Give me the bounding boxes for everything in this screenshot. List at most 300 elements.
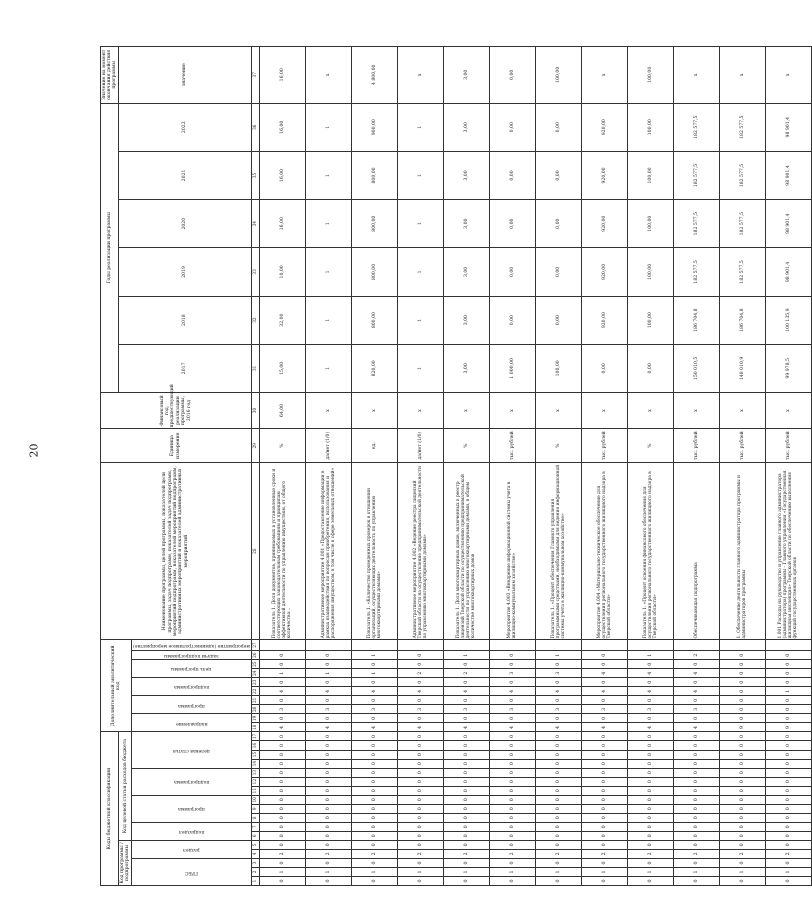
- year-value-cell: 182 577,5: [673, 151, 719, 199]
- code-cell: 0: [489, 750, 535, 759]
- code-cell: 0: [305, 858, 351, 867]
- code-cell: 0: [765, 858, 811, 867]
- code-cell: 0: [673, 795, 719, 804]
- code-cell: 1: [581, 867, 627, 876]
- code-cell: 0: [719, 831, 765, 840]
- code-cell: 0: [765, 759, 811, 768]
- code-cell: 0: [443, 831, 489, 840]
- year-value-cell: 920,00: [581, 200, 627, 248]
- column-number: 20: [252, 706, 258, 713]
- year-value-cell: 0,00: [535, 248, 581, 296]
- code-cell: 0: [765, 804, 811, 813]
- final-sub-header: значение: [119, 47, 251, 104]
- code-cell: 0: [765, 813, 811, 822]
- rotated-table-wrapper: [100, 46, 799, 886]
- code-cell: 2: [397, 669, 443, 678]
- code-cell: 0: [765, 732, 811, 741]
- code-cell: 0: [489, 678, 535, 687]
- code-cell: 1: [351, 669, 397, 678]
- code-cell: 0: [673, 714, 719, 723]
- final-cell: x: [719, 47, 765, 104]
- year-value-cell: 98 901,4: [765, 151, 811, 199]
- code-cell: 0: [581, 768, 627, 777]
- year-header: 2018: [119, 296, 251, 344]
- unit-cell: тыс. рублей: [765, 429, 811, 463]
- code-cell: 2: [489, 849, 535, 858]
- code-cell: 0: [673, 660, 719, 669]
- code-cell: 0: [259, 714, 305, 723]
- code-cell: 0: [489, 732, 535, 741]
- column-number: 34: [251, 200, 259, 248]
- final-cell: 16,00: [259, 47, 305, 104]
- code-cell: 0: [719, 660, 765, 669]
- unit-cell: %: [259, 429, 305, 463]
- code-cell: 0: [627, 786, 673, 795]
- code-cell: 0: [305, 732, 351, 741]
- code-cell: 0: [765, 840, 811, 849]
- code-cell: 0: [397, 822, 443, 831]
- code-cell: 0: [581, 831, 627, 840]
- code-cell: 0: [305, 750, 351, 759]
- code-column-header: [132, 858, 251, 885]
- code-cell: 0: [535, 840, 581, 849]
- table-row: [259, 47, 305, 886]
- year-value-cell: 100 135,9: [765, 296, 811, 344]
- year-value-cell: 920,00: [581, 151, 627, 199]
- code-cell: 0: [351, 660, 397, 669]
- code-cell: 4: [305, 687, 351, 696]
- code-cell: 0: [535, 813, 581, 822]
- column-number: 8: [251, 813, 259, 822]
- code-cell: 2: [581, 849, 627, 858]
- unit-cell: тыс. рублей: [673, 429, 719, 463]
- code-cell: 0: [627, 777, 673, 786]
- code-cell: 0: [351, 795, 397, 804]
- code-cell: 0: [627, 822, 673, 831]
- code-cell: 0: [443, 786, 489, 795]
- code-column-header: [132, 732, 251, 768]
- table-row: [489, 47, 535, 886]
- code-cell: 0: [397, 714, 443, 723]
- code-cell: 1: [765, 867, 811, 876]
- code-cell: 0: [627, 741, 673, 750]
- code-cell: 4: [673, 723, 719, 732]
- code-cell: 0: [673, 858, 719, 867]
- spacer-cell: [627, 640, 673, 651]
- column-number: 26: [252, 652, 258, 658]
- year-value-cell: 182 577,5: [673, 103, 719, 151]
- table-row: [627, 47, 673, 886]
- code-cell: 0: [765, 822, 811, 831]
- code-cell: 0: [581, 660, 627, 669]
- code-cell: 0: [397, 795, 443, 804]
- code-cell: 0: [351, 858, 397, 867]
- base-cell: x: [581, 392, 627, 428]
- spacer-cell: [765, 640, 811, 651]
- code-cell: 0: [351, 732, 397, 741]
- base-year-header: Финансовый год, предшествующий реализации программы, 2016 год: [101, 392, 252, 428]
- code-cell: 0: [443, 768, 489, 777]
- unit-cell: тыс. рублей: [489, 429, 535, 463]
- code-cell: 0: [443, 660, 489, 669]
- code-column-label: направление: [175, 720, 208, 726]
- code-cell: 0: [673, 840, 719, 849]
- year-value-cell: 98 901,4: [765, 200, 811, 248]
- code-cell: 0: [259, 831, 305, 840]
- code-cell: 0: [719, 732, 765, 741]
- code-cell: 0: [581, 813, 627, 822]
- code-cell: 0: [305, 696, 351, 705]
- year-value-cell: 15,00: [259, 344, 305, 392]
- year-value-cell: 182 577,5: [673, 248, 719, 296]
- code-column-header: [132, 768, 251, 795]
- year-value-cell: 900,00: [351, 103, 397, 151]
- code-cell: 0: [351, 831, 397, 840]
- unit-cell: да/нет (1/0): [305, 429, 351, 463]
- code-cell: 4: [443, 687, 489, 696]
- column-number: 22: [252, 688, 258, 694]
- year-value-cell: 0,00: [581, 344, 627, 392]
- code-cell: 0: [673, 759, 719, 768]
- code-cell: 0: [719, 804, 765, 813]
- code-cell: 1: [443, 651, 489, 660]
- code-cell: 0: [305, 714, 351, 723]
- code-cell: 4: [535, 687, 581, 696]
- code-cell: 0: [489, 795, 535, 804]
- code-cell: 0: [765, 678, 811, 687]
- code-column-header: [132, 840, 251, 858]
- code-cell: 0: [765, 831, 811, 840]
- code-cell: 0: [581, 804, 627, 813]
- code-cell: 0: [581, 714, 627, 723]
- unit-cell: %: [627, 429, 673, 463]
- code-cell: 0: [627, 759, 673, 768]
- code-cell: 4: [489, 723, 535, 732]
- code-cell: 0: [535, 741, 581, 750]
- code-cell: 0: [765, 795, 811, 804]
- code-cell: 2: [443, 849, 489, 858]
- column-number: 15: [252, 751, 258, 758]
- year-value-cell: 10,00: [259, 248, 305, 296]
- spacer-cell: [259, 640, 305, 651]
- code-column-header: [132, 660, 251, 678]
- code-cell: 0: [535, 804, 581, 813]
- code-cell: 0: [581, 876, 627, 885]
- code-cell: 3: [581, 705, 627, 714]
- code-cell: 0: [489, 759, 535, 768]
- code-cell: 0: [443, 741, 489, 750]
- code-cell: 1: [535, 651, 581, 660]
- final-cell: 3,00: [443, 47, 489, 104]
- code-cell: 0: [397, 777, 443, 786]
- code-cell: 0: [765, 741, 811, 750]
- table-row: [351, 47, 397, 886]
- year-value-cell: 1 000,00: [489, 344, 535, 392]
- name-cell: Административное мероприятие 4.001 «Предоставление информации в рамках взаимодействия по вопросам приобретения, использования и распоряжения имуществом, в том числе в сфере земельных отношений»: [305, 463, 351, 640]
- code-cell: 0: [351, 786, 397, 795]
- code-column-label: ГРБС: [184, 869, 198, 875]
- year-value-cell: 0,00: [535, 103, 581, 151]
- code-cell: 2: [719, 849, 765, 858]
- year-value-cell: 1: [397, 296, 443, 344]
- code-cell: 0: [581, 678, 627, 687]
- code-cell: 0: [305, 759, 351, 768]
- column-number: 9: [251, 804, 259, 813]
- code-cell: 0: [259, 660, 305, 669]
- year-value-cell: 186 704,8: [719, 296, 765, 344]
- column-number: 4: [251, 849, 259, 858]
- code-cell: 0: [535, 696, 581, 705]
- unit-cell: %: [443, 429, 489, 463]
- code-cell: 1: [259, 669, 305, 678]
- code-cell: 0: [305, 831, 351, 840]
- year-header: 2022: [119, 103, 251, 151]
- code-cell: 0: [673, 750, 719, 759]
- year-value-cell: 0,00: [627, 344, 673, 392]
- spacer-cell: [673, 640, 719, 651]
- code-cell: 0: [581, 750, 627, 759]
- column-number: 37: [251, 47, 259, 104]
- table-row: [397, 47, 443, 886]
- code-cell: 0: [443, 813, 489, 822]
- code-cell: 0: [581, 759, 627, 768]
- code-cell: 0: [765, 768, 811, 777]
- year-value-cell: 100,00: [535, 344, 581, 392]
- spacer-cell: [581, 640, 627, 651]
- code-column-label: цель программы: [171, 666, 212, 672]
- code-cell: 0: [719, 696, 765, 705]
- code-cell: 4: [489, 687, 535, 696]
- classification-header: Дополнительный аналитический код: [101, 640, 132, 732]
- code-cell: 0: [489, 768, 535, 777]
- code-cell: 0: [765, 651, 811, 660]
- code-column-label: раздел: [183, 847, 200, 853]
- final-cell: 0,00: [489, 47, 535, 104]
- year-value-cell: 186 704,8: [673, 296, 719, 344]
- code-cell: 0: [673, 741, 719, 750]
- column-number: 18: [252, 724, 258, 731]
- year-value-cell: 0,00: [489, 151, 535, 199]
- code-cell: 3: [673, 705, 719, 714]
- year-value-cell: 98 901,4: [765, 103, 811, 151]
- code-cell: 0: [765, 786, 811, 795]
- year-value-cell: 100,00: [627, 248, 673, 296]
- code-cell: 0: [581, 795, 627, 804]
- spacer-cell: [535, 640, 581, 651]
- column-number: 11: [252, 788, 258, 794]
- code-cell: 1: [719, 867, 765, 876]
- code-cell: 0: [673, 813, 719, 822]
- code-cell: 0: [719, 687, 765, 696]
- code-cell: 4: [627, 723, 673, 732]
- name-cell: 1.001 Расходы на руководство и управление главного администратора (администратора) программы - Главного управления «Государственная жилищная инспекция» Тверской области по обеспечению выполнения функций государственных органов: [765, 463, 811, 640]
- year-value-cell: 0,00: [489, 103, 535, 151]
- code-cell: 0: [673, 696, 719, 705]
- code-cell: 0: [489, 786, 535, 795]
- code-cell: 0: [719, 768, 765, 777]
- unit-header: Единица измерения: [101, 429, 252, 463]
- code-cell: 0: [259, 741, 305, 750]
- code-cell: 0: [259, 858, 305, 867]
- year-value-cell: 182 577,5: [719, 103, 765, 151]
- code-cell: 0: [581, 732, 627, 741]
- code-cell: 0: [443, 750, 489, 759]
- column-number: 2: [251, 867, 259, 876]
- code-cell: 0: [535, 822, 581, 831]
- code-cell: 0: [581, 822, 627, 831]
- code-cell: 4: [673, 669, 719, 678]
- code-cell: 0: [719, 822, 765, 831]
- code-cell: 0: [719, 876, 765, 885]
- base-cell: 64,00: [259, 392, 305, 428]
- code-cell: 0: [305, 813, 351, 822]
- code-column-header: [132, 640, 251, 651]
- code-cell: 0: [719, 705, 765, 714]
- code-cell: 0: [489, 777, 535, 786]
- code-cell: 0: [581, 777, 627, 786]
- year-value-cell: 0,00: [535, 200, 581, 248]
- program-table: [100, 46, 812, 886]
- code-cell: 0: [443, 858, 489, 867]
- code-cell: 0: [535, 768, 581, 777]
- code-cell: 0: [397, 651, 443, 660]
- code-cell: 0: [351, 876, 397, 885]
- code-cell: 0: [627, 831, 673, 840]
- code-cell: 0: [627, 840, 673, 849]
- code-cell: 0: [305, 678, 351, 687]
- code-cell: 0: [443, 759, 489, 768]
- spacer-cell: [719, 640, 765, 651]
- code-cell: 0: [627, 696, 673, 705]
- unit-cell: ед.: [351, 429, 397, 463]
- code-cell: 0: [305, 768, 351, 777]
- final-cell: x: [765, 47, 811, 104]
- base-cell: x: [489, 392, 535, 428]
- code-cell: 0: [443, 876, 489, 885]
- code-cell: 0: [305, 795, 351, 804]
- code-cell: 0: [259, 822, 305, 831]
- column-number: 12: [252, 778, 258, 785]
- code-cell: 0: [719, 777, 765, 786]
- code-column-label: подпрограмма: [173, 684, 210, 690]
- code-cell: 0: [397, 831, 443, 840]
- year-value-cell: 182 577,5: [719, 151, 765, 199]
- code-column-header: [132, 714, 251, 732]
- year-value-cell: 3,00: [443, 103, 489, 151]
- base-cell: x: [351, 392, 397, 428]
- code-cell: 0: [719, 678, 765, 687]
- code-cell: 1: [489, 867, 535, 876]
- code-cell: 3: [259, 705, 305, 714]
- code-cell: 3: [443, 705, 489, 714]
- code-cell: 0: [489, 840, 535, 849]
- code-cell: 0: [351, 696, 397, 705]
- year-value-cell: 16,00: [259, 151, 305, 199]
- code-column-label: программа: [178, 806, 205, 812]
- code-cell: 1: [765, 687, 811, 696]
- year-value-cell: 1: [305, 200, 351, 248]
- code-cell: 4: [673, 687, 719, 696]
- year-value-cell: 98 901,4: [765, 248, 811, 296]
- year-header: 2020: [119, 200, 251, 248]
- code-cell: 0: [581, 786, 627, 795]
- code-cell: 0: [719, 714, 765, 723]
- column-number: 17: [252, 733, 258, 740]
- column-number: 31: [251, 344, 259, 392]
- code-cell: 0: [719, 669, 765, 678]
- name-cell: Показатель 1. Доля документов, принимаемых в установленные сроки и соответствующих законодательным требованиям и принципам эффективной деятельности по управлению имуществом, от общего количества...: [259, 463, 305, 640]
- final-header: Значение на момент окончания действия программы: [101, 47, 119, 104]
- base-cell: x: [673, 392, 719, 428]
- code-cell: 0: [627, 858, 673, 867]
- column-number: 13: [252, 769, 258, 776]
- year-value-cell: 1: [397, 200, 443, 248]
- year-value-cell: 0,00: [489, 248, 535, 296]
- code-cell: 0: [305, 822, 351, 831]
- code-cell: 0: [259, 786, 305, 795]
- code-cell: 0: [535, 750, 581, 759]
- code-cell: 0: [489, 822, 535, 831]
- unit-cell: да/нет (1/0): [397, 429, 443, 463]
- code-cell: 2: [397, 849, 443, 858]
- year-header: 2019: [119, 248, 251, 296]
- column-number: 36: [251, 103, 259, 151]
- base-cell: x: [765, 392, 811, 428]
- code-cell: 2: [305, 849, 351, 858]
- code-cell: 0: [535, 759, 581, 768]
- column-number: 28: [251, 463, 259, 640]
- year-value-cell: 800,00: [351, 200, 397, 248]
- code-cell: 0: [397, 858, 443, 867]
- code-cell: 0: [443, 804, 489, 813]
- base-cell: x: [627, 392, 673, 428]
- code-cell: 0: [397, 786, 443, 795]
- code-column-header: [132, 795, 251, 822]
- year-value-cell: 1: [397, 103, 443, 151]
- year-value-cell: 920,00: [581, 296, 627, 344]
- year-value-cell: 1: [305, 296, 351, 344]
- code-cell: 3: [489, 705, 535, 714]
- name-cell: Мероприятие 4.003 «Внедрение информационной системы учета в жилищно-коммунальном хозяйстве»: [489, 463, 535, 640]
- unit-cell: %: [535, 429, 581, 463]
- table-row: [581, 47, 627, 886]
- code-cell: 0: [489, 858, 535, 867]
- code-cell: 4: [627, 687, 673, 696]
- code-cell: 1: [673, 867, 719, 876]
- column-number: 29: [251, 429, 259, 463]
- code-cell: 0: [765, 714, 811, 723]
- code-column-header: [132, 651, 251, 660]
- unit-cell: тыс. рублей: [581, 429, 627, 463]
- column-number: 5: [251, 840, 259, 849]
- code-cell: 0: [719, 759, 765, 768]
- final-cell: 100,00: [627, 47, 673, 104]
- code-cell: 0: [673, 732, 719, 741]
- spacer-cell: [443, 640, 489, 651]
- spacer-cell: [397, 640, 443, 651]
- year-value-cell: 1: [305, 103, 351, 151]
- code-cell: 0: [627, 804, 673, 813]
- code-cell: 0: [535, 678, 581, 687]
- code-cell: 4: [627, 669, 673, 678]
- code-cell: 0: [719, 813, 765, 822]
- code-cell: 0: [581, 651, 627, 660]
- code-cell: 0: [351, 741, 397, 750]
- year-header: 2021: [119, 151, 251, 199]
- code-cell: 0: [443, 678, 489, 687]
- code-cell: 0: [351, 813, 397, 822]
- base-cell: x: [397, 392, 443, 428]
